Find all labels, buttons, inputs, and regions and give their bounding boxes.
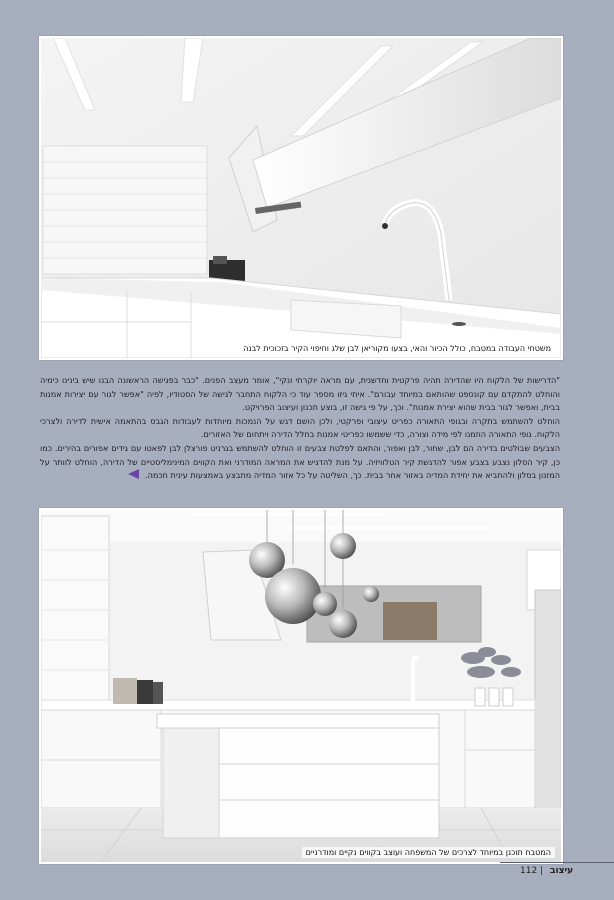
- page-footer: [520, 866, 573, 876]
- end-of-article-triangle-icon: [128, 469, 139, 479]
- article-paragraph: הוחלט להשתמש בתקרה ובגופי התאורה כפריט עיצובי ופרקטי, ולכן הושם דגש על הנמכות מיוחדות לעבודות הגבס בהתאמה אישית לדירה ולצרכי הלקוח. גופי התאורה הוזמנו לפי מידה וצורה, כדי ששמשו כפריטי אמנות בחלל הדירה ויתחום של האזורים.: [40, 415, 560, 440]
- page-number: 112: [520, 866, 538, 876]
- kitchen-sink-illustration: [41, 38, 561, 358]
- footer-rule: [500, 862, 614, 863]
- article-body: [40, 374, 560, 483]
- photo-caption: משטחי העבודה במטבח, כולל הכיור והאי, בצעו מקוריאן לבן שלג וחיפוי הקיר בזכוכית לבנה: [239, 343, 555, 354]
- photo-caption: המטבח תוכנן במיוחד לצרכים של המשפחה ועוצב בקווים נקיים ומודרניים: [302, 847, 555, 858]
- kitchen-sink-photo: [39, 36, 563, 360]
- section-name: עיצוב: [549, 866, 574, 876]
- kitchen-island-photo: [39, 508, 563, 864]
- article-paragraph: "הדרישות של הלקוח היו שהדירה תהיה פרקטית וחדשנית, עם מראה יוקרתי ונקי", אומר מעצב הפנים. "כבר בפגישה הראשונה הבנו שיש בינינו כימיה והוחלט להתקדם עם קונספט שהותאם במיוחד עבורם". איתי גיזו מספר עוד כי הלקוח התחבר לגישה של הסטודיו, לפיה "אפשר לגור עם יצירות אמנות בבית, ואפשר לגור בבית שהוא יצירת אמנות". וכך, על פי גישה זו, בוצע תכנון ועיצוב הפרויקט.: [40, 375, 560, 413]
- footer-separator: |: [540, 866, 544, 876]
- kitchen-island-illustration: [41, 510, 561, 862]
- article-paragraph: הצבעים שבולטים בדירה הם לבן, שחור, לבן ואפור, והתאם לפלטת צבעים זו הוחלט להשתמש בגרניט פורצלן לבן לפאטו עם גידים אפורים בהירים. כמו כן, קיר הסלון נצבע בצבע אפור להדגשת קיר הטלוויזיה. על מנת להדגיש את המראה המודרני ואת הקווים המינימליסטיים של הדירה, הוחלט לוותר על המזנון בסלון ולהחביא את יחידת המדיה באזור אחר בבית. כך, השליטה על כל אזור המדיה מתבצע באמצעות עינית חכמה.: [40, 442, 560, 481]
